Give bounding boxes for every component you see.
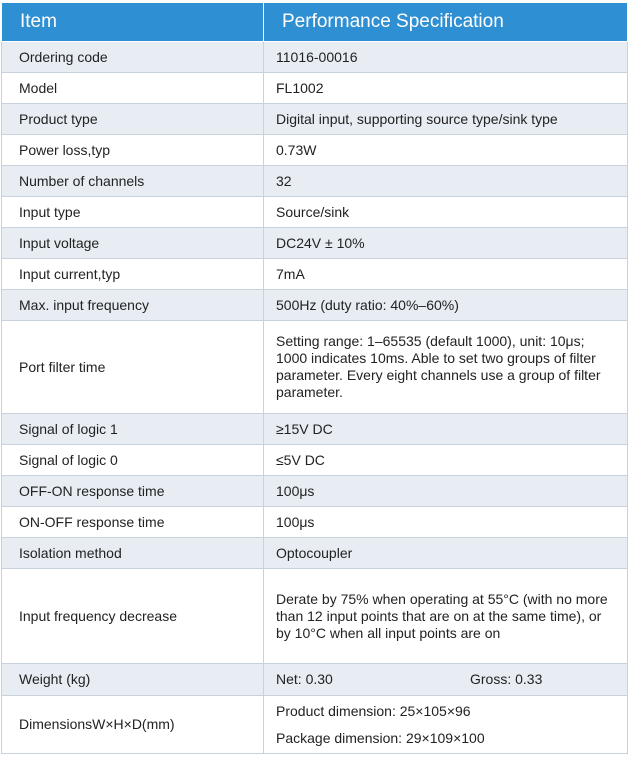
table-row	[2, 507, 628, 538]
row-label: Signal of logic 1	[2, 414, 264, 445]
header-spec: Performance Specification	[264, 3, 628, 42]
table-row	[2, 228, 628, 259]
row-label: ON-OFF response time	[2, 507, 264, 538]
row-label: Port filter time	[2, 321, 264, 414]
weight-values	[264, 664, 628, 696]
row-value: 7mA	[264, 259, 628, 290]
row-label: Input voltage	[2, 228, 264, 259]
row-value: Optocoupler	[264, 538, 628, 569]
table-row	[2, 445, 628, 476]
row-label: Input type	[2, 197, 264, 228]
row-label: Ordering code	[2, 42, 264, 73]
weight-net: Net: 0.30	[276, 671, 333, 687]
table-row	[2, 135, 628, 166]
row-label: Weight (kg)	[2, 664, 264, 696]
package-dimension: Package dimension: 29×109×100	[276, 729, 485, 746]
table-row	[2, 42, 628, 73]
table-row	[2, 696, 628, 754]
table-row	[2, 104, 628, 135]
table-row	[2, 321, 628, 414]
row-value: 11016-00016	[264, 42, 628, 73]
table-row	[2, 197, 628, 228]
row-value: Source/sink	[264, 197, 628, 228]
row-label: Input frequency decrease	[2, 569, 264, 664]
product-dimension: Product dimension: 25×105×96	[276, 702, 471, 719]
weight-gross: Gross: 0.33	[470, 671, 543, 687]
row-label: OFF-ON response time	[2, 476, 264, 507]
row-label: Isolation method	[2, 538, 264, 569]
table-row	[2, 73, 628, 104]
table-row	[2, 664, 628, 696]
dimension-values	[264, 696, 628, 754]
row-label: Signal of logic 0	[2, 445, 264, 476]
row-value: 100μs	[264, 507, 628, 538]
table-row	[2, 259, 628, 290]
table-row	[2, 476, 628, 507]
row-value: ≥15V DC	[264, 414, 628, 445]
row-label: Model	[2, 73, 264, 104]
row-label: Power loss,typ	[2, 135, 264, 166]
row-label: Max. input frequency	[2, 290, 264, 321]
table-row	[2, 166, 628, 197]
row-value: Derate by 75% when operating at 55°C (with no more than 12 input points that are on at the same time), or by 10°C when all input points are on	[264, 569, 628, 664]
table-row	[2, 538, 628, 569]
header-row	[2, 3, 628, 42]
table-row	[2, 414, 628, 445]
row-value: ≤5V DC	[264, 445, 628, 476]
row-label: DimensionsW×H×D(mm)	[2, 696, 264, 754]
table-row	[2, 569, 628, 664]
row-value: DC24V ± 10%	[264, 228, 628, 259]
row-value: Digital input, supporting source type/sink type	[264, 104, 628, 135]
row-label: Number of channels	[2, 166, 264, 197]
row-label: Product type	[2, 104, 264, 135]
row-value: Setting range: 1–65535 (default 1000), unit: 10μs; 1000 indicates 10ms. Able to set two groups of filter parameter. Every eight channels use a group of filter parameter.	[264, 321, 628, 414]
row-value: 32	[264, 166, 628, 197]
row-value: 0.73W	[264, 135, 628, 166]
row-value: 100μs	[264, 476, 628, 507]
row-label: Input current,typ	[2, 259, 264, 290]
spec-table	[1, 2, 628, 754]
row-value: FL1002	[264, 73, 628, 104]
header-item: Item	[2, 3, 264, 42]
table-row	[2, 290, 628, 321]
row-value: 500Hz (duty ratio: 40%–60%)	[264, 290, 628, 321]
